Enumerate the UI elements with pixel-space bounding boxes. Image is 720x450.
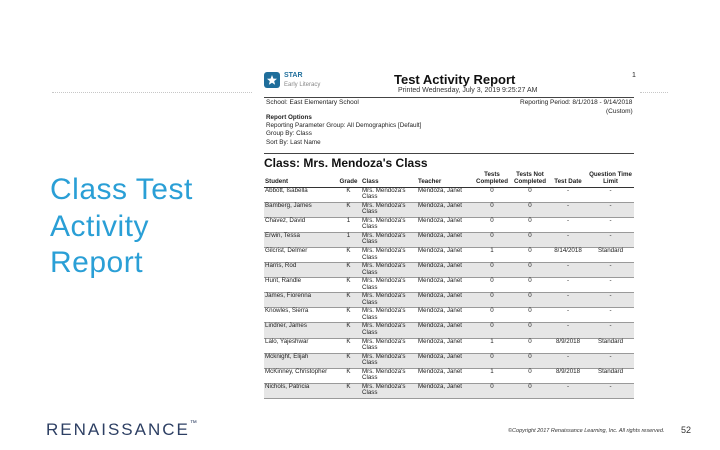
cell-teacher: Mendoza, Janet [417,368,473,383]
report-options [266,114,421,147]
class-title: Class: Mrs. Mendoza's Class [264,156,428,170]
table-row [264,308,634,323]
cell-not-completed: 0 [511,293,549,308]
cell-limit: - [587,187,634,202]
cell-student: Abbott, Isabella [264,187,336,202]
cell-student: Mcknight, Elijah [264,353,336,368]
cell-completed: 0 [473,263,511,278]
cell-teacher: Mendoza, Janet [417,293,473,308]
cell-grade: K [336,293,361,308]
cell-grade: K [336,368,361,383]
cell-teacher: Mendoza, Janet [417,202,473,217]
cell-date: - [549,202,587,217]
cell-grade: K [336,338,361,353]
product-subtitle: Early Literacy [284,82,321,88]
cell-teacher: Mendoza, Janet [417,187,473,202]
school-name: School: East Elementary School [266,99,359,106]
cell-class: Mrs. Mendoza's Class [361,353,417,368]
cell-student: Lindner, James [264,323,336,338]
table-row [264,187,634,202]
cell-date: 8/9/2018 [549,338,587,353]
period-note: (Custom) [606,108,633,115]
cell-class: Mrs. Mendoza's Class [361,217,417,232]
cell-grade: K [336,278,361,293]
cell-date: 8/9/2018 [549,368,587,383]
cell-date: - [549,323,587,338]
cell-student: McKinney, Christopher [264,368,336,383]
cell-limit: - [587,383,634,398]
cell-completed: 1 [473,368,511,383]
cell-limit: - [587,353,634,368]
cell-limit: - [587,232,634,247]
cell-class: Mrs. Mendoza's Class [361,383,417,398]
cell-teacher: Mendoza, Janet [417,383,473,398]
renaissance-logo: RENAISSANCE™ [46,420,197,439]
cell-completed: 0 [473,278,511,293]
table-row [264,368,634,383]
cell-class: Mrs. Mendoza's Class [361,338,417,353]
cell-completed: 0 [473,308,511,323]
cell-limit: - [587,293,634,308]
cell-student: Bamberg, James [264,202,336,217]
cell-date: - [549,353,587,368]
cell-grade: 1 [336,217,361,232]
header-divider [264,97,634,98]
options-divider [264,153,634,154]
cell-not-completed: 0 [511,217,549,232]
cell-teacher: Mendoza, Janet [417,263,473,278]
cell-date: - [549,187,587,202]
cell-not-completed: 0 [511,278,549,293]
cell-limit: Standard [587,338,634,353]
report-title: Test Activity Report [394,72,516,87]
reporting-period: Reporting Period: 8/1/2018 - 9/14/2018 [520,99,633,106]
cell-completed: 1 [473,247,511,262]
cell-limit: - [587,308,634,323]
cell-not-completed: 0 [511,368,549,383]
col-question-time-limit: Question Time Limit [587,171,634,187]
cell-not-completed: 0 [511,202,549,217]
table-header-row [264,171,634,187]
cell-class: Mrs. Mendoza's Class [361,278,417,293]
cell-teacher: Mendoza, Janet [417,247,473,262]
cell-not-completed: 0 [511,187,549,202]
cell-student: James, Fiorenna [264,293,336,308]
cell-not-completed: 0 [511,383,549,398]
col-teacher: Teacher [417,171,473,187]
cell-not-completed: 0 [511,263,549,278]
cell-class: Mrs. Mendoza's Class [361,247,417,262]
cell-class: Mrs. Mendoza's Class [361,293,417,308]
cell-student: Erwin, Tessa [264,232,336,247]
col-test-date: Test Date [549,171,587,187]
printed-timestamp: Printed Wednesday, July 3, 2019 9:25:27 AM [398,87,538,94]
cell-date: - [549,217,587,232]
cell-date: - [549,293,587,308]
options-heading: Report Options [266,114,312,121]
cell-grade: K [336,353,361,368]
table-row [264,247,634,262]
cell-grade: K [336,383,361,398]
cell-limit: Standard [587,247,634,262]
cell-class: Mrs. Mendoza's Class [361,368,417,383]
table-row [264,383,634,398]
cell-student: Gilcrist, Delmer [264,247,336,262]
cell-teacher: Mendoza, Janet [417,308,473,323]
divider-left [52,92,252,93]
cell-limit: - [587,323,634,338]
slide-title: Class Test Activity Report [50,173,193,280]
cell-class: Mrs. Mendoza's Class [361,232,417,247]
cell-not-completed: 0 [511,232,549,247]
group-by: Group By: Class [266,130,312,138]
cell-class: Mrs. Mendoza's Class [361,187,417,202]
cell-not-completed: 0 [511,338,549,353]
cell-date: - [549,308,587,323]
col-tests-completed: Tests Completed [473,171,511,187]
divider-right [640,92,668,93]
cell-not-completed: 0 [511,308,549,323]
cell-teacher: Mendoza, Janet [417,338,473,353]
table-row [264,217,634,232]
cell-limit: - [587,202,634,217]
cell-grade: 1 [336,232,361,247]
cell-limit: - [587,278,634,293]
cell-teacher: Mendoza, Janet [417,323,473,338]
cell-limit: Standard [587,368,634,383]
cell-completed: 0 [473,353,511,368]
cell-teacher: Mendoza, Janet [417,232,473,247]
cell-class: Mrs. Mendoza's Class [361,308,417,323]
slide-page-number: 52 [681,425,692,435]
col-grade: Grade [336,171,361,187]
cell-student: Harris, Rod [264,263,336,278]
sort-by: Sort By: Last Name [266,138,321,146]
cell-date: - [549,278,587,293]
cell-limit: - [587,217,634,232]
col-class: Class [361,171,417,187]
table-row [264,202,634,217]
cell-completed: 0 [473,202,511,217]
cell-grade: K [336,247,361,262]
cell-completed: 0 [473,323,511,338]
cell-grade: K [336,308,361,323]
cell-not-completed: 0 [511,247,549,262]
cell-grade: K [336,202,361,217]
cell-date: 8/14/2018 [549,247,587,262]
cell-teacher: Mendoza, Janet [417,217,473,232]
star-logo-icon [264,72,280,88]
report-screenshot [258,66,638,410]
cell-teacher: Mendoza, Janet [417,353,473,368]
cell-completed: 0 [473,232,511,247]
cell-student: Knowles, Sierra [264,308,336,323]
cell-not-completed: 0 [511,323,549,338]
table-row [264,293,634,308]
cell-date: - [549,232,587,247]
table-row [264,338,634,353]
table-row [264,278,634,293]
cell-student: Chavez, David [264,217,336,232]
cell-student: Hunt, Randle [264,278,336,293]
cell-completed: 0 [473,383,511,398]
cell-grade: K [336,263,361,278]
cell-completed: 0 [473,187,511,202]
cell-grade: K [336,187,361,202]
table-row [264,232,634,247]
cell-date: - [549,383,587,398]
cell-class: Mrs. Mendoza's Class [361,263,417,278]
copyright-notice: ©Copyright 2017 Renaissance Learning, Inc. All rights reserved. [508,428,665,434]
cell-completed: 0 [473,293,511,308]
cell-completed: 0 [473,217,511,232]
cell-not-completed: 0 [511,353,549,368]
cell-limit: - [587,263,634,278]
cell-student: Lalo, Yajeshwar [264,338,336,353]
cell-class: Mrs. Mendoza's Class [361,323,417,338]
product-name: STAR [284,72,303,79]
student-table [264,171,634,399]
cell-teacher: Mendoza, Janet [417,278,473,293]
cell-date: - [549,263,587,278]
table-row [264,353,634,368]
cell-completed: 1 [473,338,511,353]
report-page-number: 1 [632,72,636,79]
cell-student: Nichols, Patricia [264,383,336,398]
cell-grade: K [336,323,361,338]
cell-class: Mrs. Mendoza's Class [361,202,417,217]
table-row [264,323,634,338]
col-student: Student [264,171,336,187]
col-tests-not-completed: Tests Not Completed [511,171,549,187]
parameter-group: Reporting Parameter Group: All Demographics [Default] [266,122,422,130]
table-row [264,263,634,278]
